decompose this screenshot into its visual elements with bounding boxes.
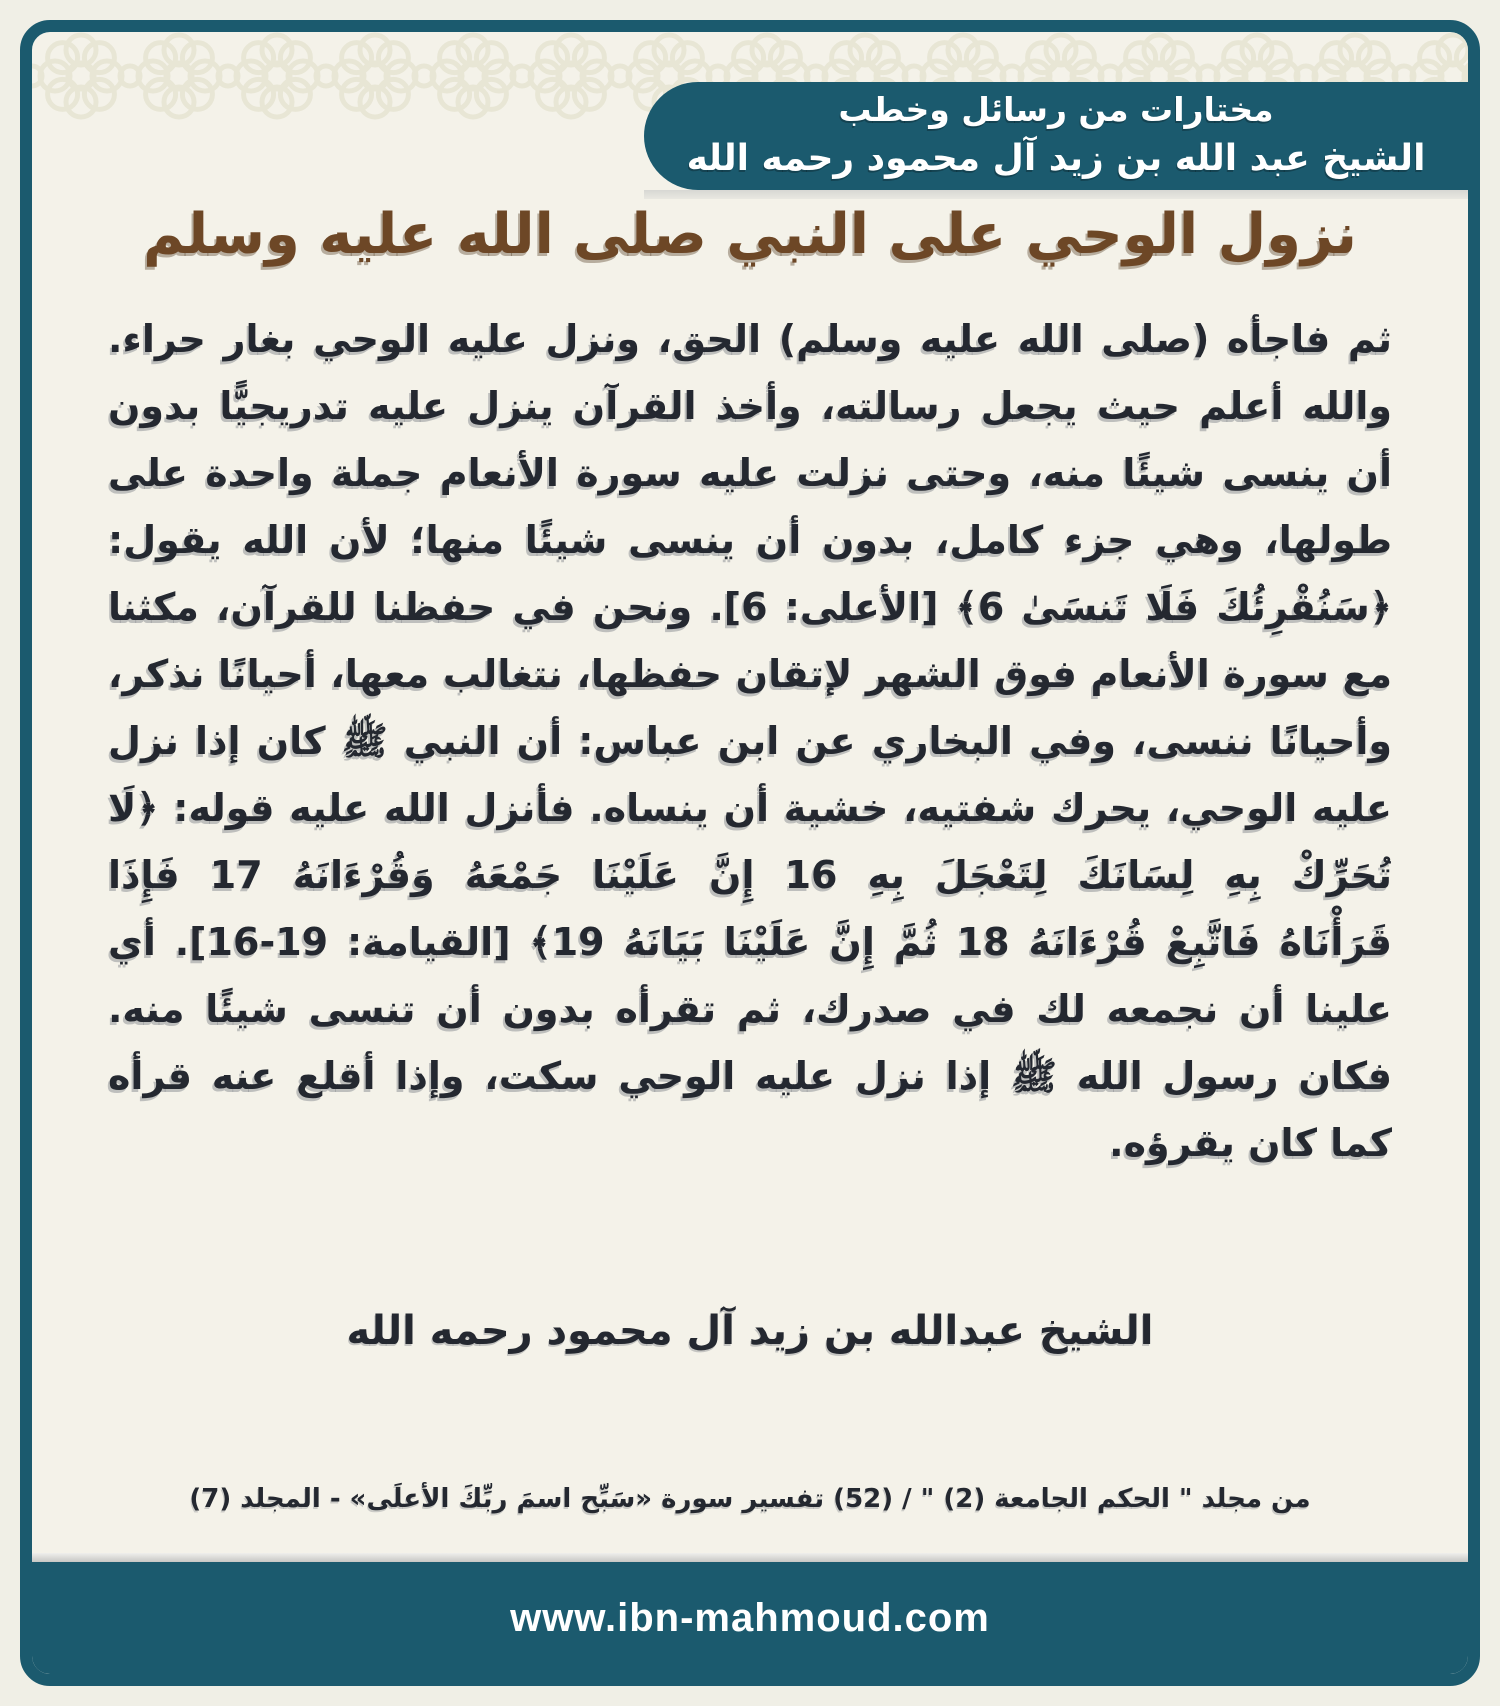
body-line: تُحَرِّكْ بِهِ لِسَانَكَ لِتَعْجَلَ بِهِ 16 إِنَّ عَلَيْنَا جَمْعَهُ وَقُرْءَانَهُ 17 فَإِذَا xyxy=(108,853,1393,897)
header-line1: مختارات من رسائل وخطب xyxy=(838,90,1274,129)
body-line: وأحيانًا ننسى، وفي البخاري عن ابن عباس: أن النبي ﷺ كان إذا نزل xyxy=(108,719,1392,763)
source-reference: من مجلد " الحكم الجامعة (2) " / (52) تفسير سورة «سَبِّح اسمَ ربِّكَ الأعلَى» - المجلد (7) xyxy=(189,1484,1311,1514)
body-line: عليه الوحي، يحرك شفتيه، خشية أن ينساه. فأنزل الله عليه قوله: ﴿لَا xyxy=(108,786,1392,830)
signature: الشيخ عبدالله بن زيد آل محمود رحمه الله xyxy=(346,1308,1154,1354)
body-line: فكان رسول الله ﷺ إذا نزل عليه الوحي سكت، وإذا أقلع عنه قرأه xyxy=(108,1054,1392,1098)
body-line: قَرَأْنَاهُ فَاتَّبِعْ قُرْءَانَهُ 18 ثُمَّ إِنَّ عَلَيْنَا بَيَانَهُ 19﴾ [القيامة: 19-16]. أي xyxy=(108,920,1392,964)
body-line: أن ينسى شيئًا منه، وحتى نزلت عليه سورة الأنعام جملة واحدة على xyxy=(108,451,1392,495)
body-line: طولها، وهي جزء كامل، بدون أن ينسى شيئًا منها؛ لأن الله يقول: xyxy=(108,518,1392,562)
body-line: ﴿سَنُقْرِئُكَ فَلَا تَنسَىٰ 6﴾ [الأعلى: 6]. ونحن في حفظنا للقرآن، مكثنا xyxy=(108,585,1392,629)
body-text xyxy=(108,306,1392,1177)
header-line2: الشيخ عبد الله بن زيد آل محمود رحمه الله xyxy=(686,138,1426,179)
body-line: علينا أن نجمعه لك في صدرك، ثم تقرأه بدون أن تنسى شيئًا منه. xyxy=(108,987,1392,1031)
body-line: ثم فاجأه (صلى الله عليه وسلم) الحق، ونزل عليه الوحي بغار حراء. xyxy=(108,317,1392,361)
page-title: نزول الوحي على النبي صلى الله عليه وسلم xyxy=(143,202,1357,267)
website-url: www.ibn-mahmoud.com xyxy=(510,1595,990,1640)
body-line: كما كان يقرؤه. xyxy=(1109,1121,1392,1165)
header-ribbon-shadow xyxy=(644,190,1468,199)
body-line: مع سورة الأنعام فوق الشهر لإتقان حفظها، نتغالب معها، أحيانًا نذكر، xyxy=(108,652,1392,696)
footer-bar xyxy=(32,1562,1468,1674)
divider-strip xyxy=(32,1553,1468,1562)
body-line: والله أعلم حيث يجعل رسالته، وأخذ القرآن ينزل عليه تدريجيًّا بدون xyxy=(108,384,1392,428)
poster-card xyxy=(20,20,1480,1686)
header-ribbon xyxy=(644,82,1468,190)
